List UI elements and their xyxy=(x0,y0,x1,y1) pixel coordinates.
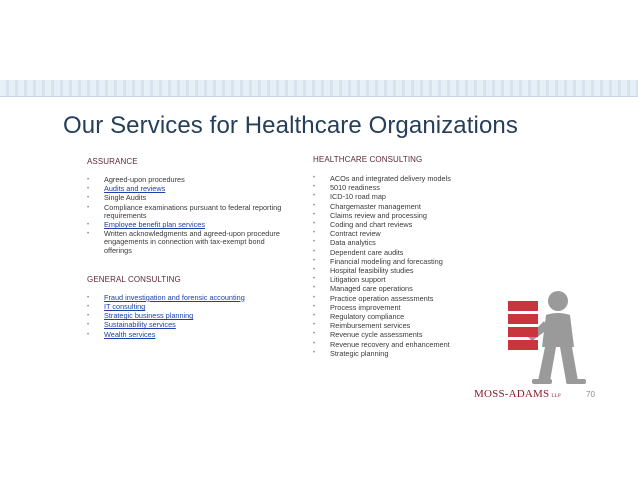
assurance-text: Agreed-upon procedures xyxy=(104,175,185,184)
general-consulting-link[interactable]: Sustainability services xyxy=(104,320,176,330)
left-column xyxy=(87,157,287,340)
healthcare-consulting-text: Revenue recovery and enhancement xyxy=(330,339,450,349)
healthcare-consulting-text: Financial modeling and forecasting xyxy=(330,256,443,266)
moss-adams-logo: MOSS-ADAMS LLP xyxy=(474,388,561,400)
healthcare-consulting-item xyxy=(313,294,493,303)
healthcare-consulting-text: ACOs and integrated delivery models xyxy=(330,174,451,183)
assurance-text: Compliance examinations pursuant to federal reporting requirements xyxy=(104,202,282,220)
healthcare-consulting-text: Practice operation assessments xyxy=(330,293,434,303)
healthcare-consulting-item xyxy=(313,211,493,220)
healthcare-consulting-item xyxy=(313,229,493,238)
healthcare-consulting-item xyxy=(313,266,493,275)
healthcare-consulting-text: Data analytics xyxy=(330,238,376,248)
healthcare-consulting-item xyxy=(313,238,493,247)
healthcare-consulting-text: Litigation support xyxy=(330,275,386,285)
general-consulting-item[interactable] xyxy=(87,312,287,320)
right-column xyxy=(313,155,493,358)
healthcare-consulting-item xyxy=(313,303,493,312)
assurance-item xyxy=(87,204,287,220)
general-consulting-heading: GENERAL CONSULTING xyxy=(87,274,181,284)
healthcare-consulting-item xyxy=(313,257,493,266)
healthcare-consulting-item xyxy=(313,202,493,211)
assurance-item[interactable] xyxy=(87,221,287,229)
healthcare-consulting-item xyxy=(313,330,493,339)
assurance-text: Written acknowledgments and agreed-upon procedure engagements in connection with tax-exempt bond offerings xyxy=(104,229,280,255)
general-consulting-item[interactable] xyxy=(87,303,287,311)
healthcare-consulting-item xyxy=(313,312,493,321)
general-consulting-link[interactable]: IT consulting xyxy=(104,302,146,312)
assurance-link[interactable]: Employee benefit plan services xyxy=(104,220,205,230)
general-consulting-list xyxy=(87,294,287,339)
healthcare-consulting-item xyxy=(313,174,493,183)
healthcare-consulting-item xyxy=(313,340,493,349)
healthcare-consulting-item xyxy=(313,248,493,257)
assurance-heading: ASSURANCE xyxy=(87,157,138,166)
assurance-item xyxy=(87,230,287,255)
header-divider xyxy=(0,96,638,97)
healthcare-consulting-item xyxy=(313,284,493,293)
header-band xyxy=(0,80,638,96)
healthcare-consulting-text: Strategic planning xyxy=(330,348,389,358)
general-consulting-item[interactable] xyxy=(87,331,287,339)
healthcare-consulting-item xyxy=(313,275,493,284)
assurance-link[interactable]: Audits and reviews xyxy=(104,184,166,194)
healthcare-consulting-text: Managed care operations xyxy=(330,284,413,294)
page-number: 70 xyxy=(586,390,595,399)
healthcare-consulting-item xyxy=(313,349,493,358)
assurance-item xyxy=(87,176,287,184)
general-consulting-item[interactable] xyxy=(87,321,287,329)
assurance-text: Single Audits xyxy=(104,193,147,203)
healthcare-consulting-text: ICD-10 road map xyxy=(330,192,386,202)
healthcare-consulting-text: 5010 readiness xyxy=(330,183,380,193)
healthcare-consulting-text: Regulatory compliance xyxy=(330,312,405,322)
healthcare-consulting-text: Coding and chart reviews xyxy=(330,220,413,230)
person-carrying-boxes-icon xyxy=(498,285,590,385)
healthcare-consulting-text: Revenue cycle assessments xyxy=(330,330,423,340)
general-consulting-link[interactable]: Wealth services xyxy=(104,329,156,339)
assurance-item[interactable] xyxy=(87,185,287,193)
healthcare-consulting-text: Contract review xyxy=(330,229,381,239)
general-consulting-link[interactable]: Strategic business planning xyxy=(104,311,194,321)
general-consulting-item[interactable] xyxy=(87,294,287,302)
healthcare-consulting-item xyxy=(313,220,493,229)
healthcare-consulting-list xyxy=(313,174,493,358)
healthcare-consulting-text: Hospital feasibility studies xyxy=(330,266,414,276)
healthcare-consulting-text: Process improvement xyxy=(330,302,401,312)
healthcare-consulting-text: Claims review and processing xyxy=(330,210,427,220)
healthcare-consulting-text: Reimbursement services xyxy=(330,321,411,331)
page-title: Our Services for Healthcare Organizations xyxy=(63,112,518,139)
healthcare-consulting-text: Dependent care audits xyxy=(330,247,404,257)
healthcare-consulting-text: Chargemaster management xyxy=(330,201,421,211)
healthcare-consulting-item xyxy=(313,183,493,192)
healthcare-consulting-item xyxy=(313,192,493,201)
healthcare-consulting-item xyxy=(313,321,493,330)
assurance-list xyxy=(87,176,287,255)
healthcare-consulting-heading: HEALTHCARE CONSULTING xyxy=(313,155,423,164)
assurance-item xyxy=(87,194,287,202)
general-consulting-link[interactable]: Fraud investigation and forensic accounting xyxy=(104,292,245,302)
